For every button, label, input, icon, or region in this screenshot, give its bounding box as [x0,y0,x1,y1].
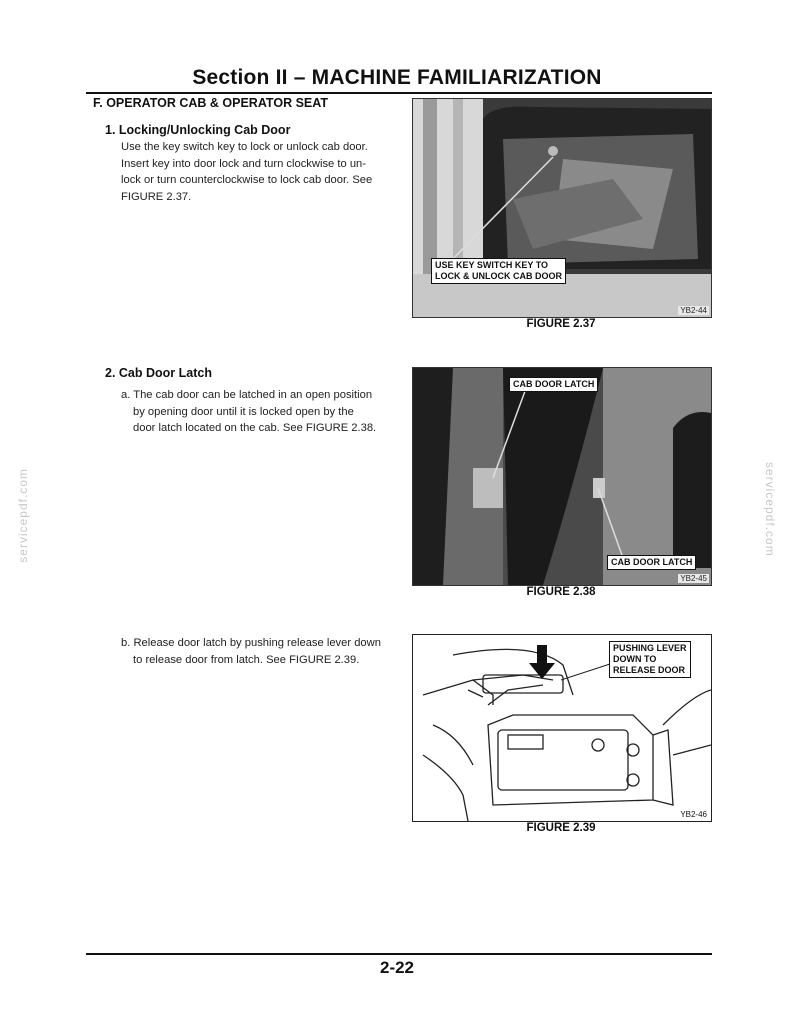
figure-2-38-callout-top: CAB DOOR LATCH [509,377,598,392]
item-2-title: 2. Cab Door Latch [105,366,212,380]
item-1-body [121,139,372,205]
title-rule [86,92,712,94]
callout-line: USE KEY SWITCH KEY TO [435,260,549,270]
figure-2-39-callout [609,641,691,678]
figure-code: YB2-45 [680,574,707,583]
body-line: Insert key into door lock and turn clockwise to un- [121,157,366,170]
figure-2-38-callout-bottom: CAB DOOR LATCH [607,555,696,570]
watermark-left: servicepdf.com [16,468,30,563]
page-title: Section II – MACHINE FAMILIARIZATION [192,66,602,89]
callout-line: RELEASE DOOR [613,665,686,675]
body-line: by opening door until it is locked open by the [133,405,354,418]
figure-2-39-drawing [412,634,712,822]
footer-rule [86,953,712,955]
cab-door-photo [413,99,711,317]
callout-line: PUSHING LEVER [613,643,687,653]
figure-2-37-photo [412,98,712,318]
body-line: to release door from latch. See FIGURE 2.39. [133,653,360,666]
item-1-title: 1. Locking/Unlocking Cab Door [105,123,291,137]
figure-2-38-photo [412,367,712,586]
figure-2-39-caption: FIGURE 2.39 [526,822,596,834]
section-heading: F. OPERATOR CAB & OPERATOR SEAT [93,96,328,110]
watermark-right: servicepdf.com [763,462,777,557]
callout-line: LOCK & UNLOCK CAB DOOR [435,271,562,281]
figure-2-37-callout [431,258,566,284]
figure-2-38-caption: FIGURE 2.38 [526,586,596,598]
page-number: 2-22 [379,958,415,977]
body-line: FIGURE 2.37. [121,190,192,203]
figure-code: YB2-46 [680,810,707,819]
body-line: lock or turn counterclockwise to lock cab door. See [121,174,373,187]
body-line: door latch located on the cab. See FIGURE 2.38. [133,422,377,435]
body-line: Use the key switch key to lock or unlock cab door. [121,141,368,153]
item-2a-body [121,387,376,437]
figure-2-37-caption: FIGURE 2.37 [526,318,596,330]
door-latch-photo [413,368,711,585]
body-line: a. The cab door can be latched in an open position [121,389,373,401]
item-2b-body [121,635,381,668]
callout-line: DOWN TO [613,654,657,664]
body-line: b. Release door latch by pushing release lever down [121,637,381,649]
figure-code: YB2-44 [680,306,707,315]
